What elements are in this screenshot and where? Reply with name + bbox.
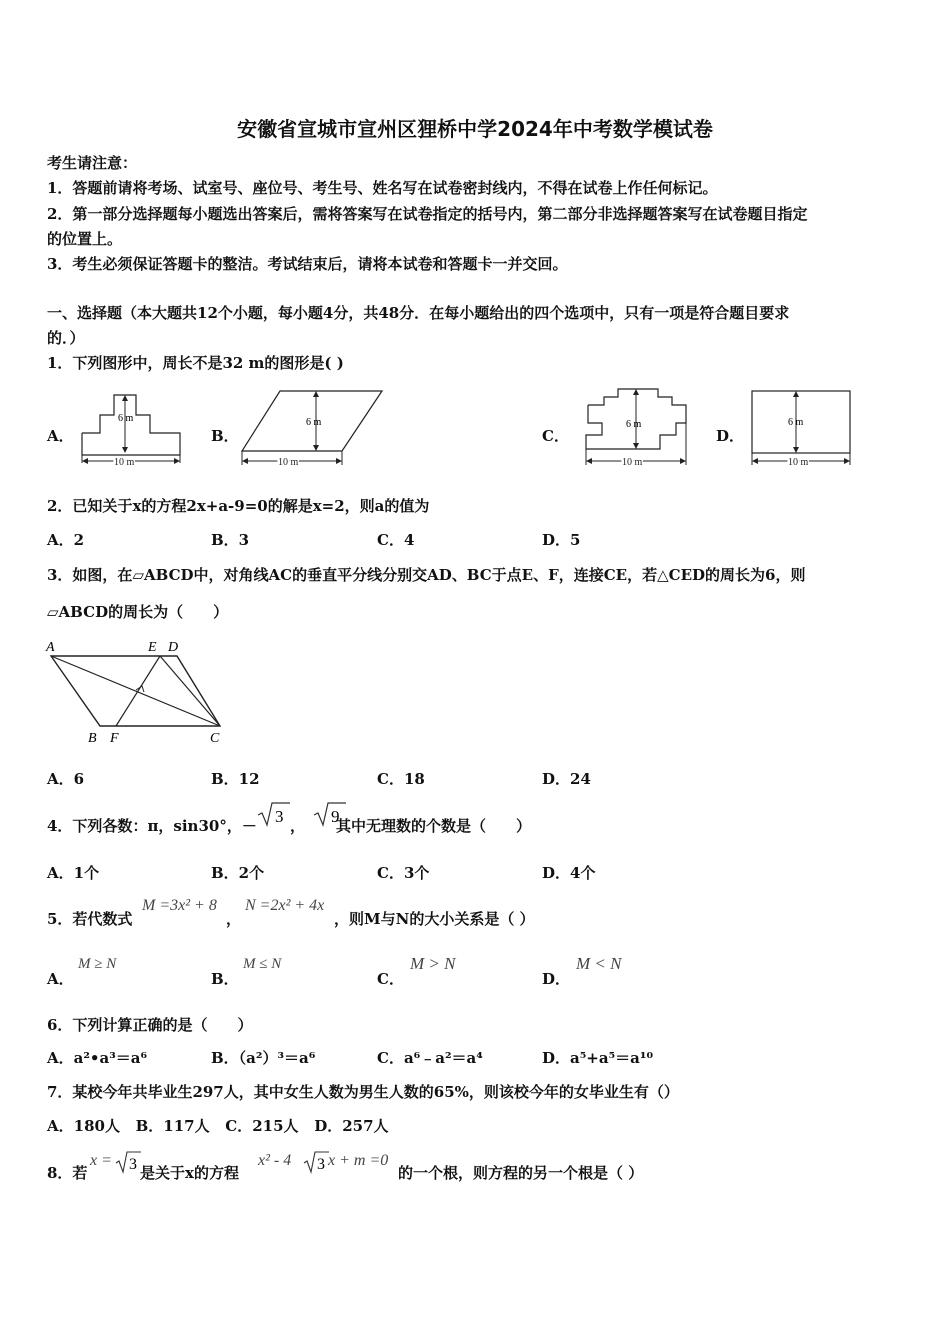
q5-option-d: M < N — [576, 954, 622, 973]
q1-figure-d — [748, 385, 856, 470]
q1-figure-c — [582, 385, 692, 470]
q5-option-label-d: D． — [542, 970, 571, 988]
question-7-stem: 7．某校今年共毕业生297人，其中女生人数为男生人数的65%，则该校今年的女毕业生有（） — [47, 1083, 679, 1101]
q5-option-label-c: C． — [377, 970, 404, 988]
q6-option-b: B．（a²）³＝a⁶ — [211, 1049, 316, 1067]
q6-option-a: A．a²•a³＝a⁶ — [47, 1049, 148, 1067]
dim-label-width: 10 m — [278, 457, 299, 468]
question-3-stem: 3．如图，在▱ABCD中，对角线AC的垂直平分线分别交AD、BC于点E、F，连接CE，若△CED的周长为6，则 — [47, 566, 806, 584]
q3-option-d: D．24 — [542, 770, 591, 788]
q1-option-label-c: C． — [542, 427, 569, 445]
notice-item: 3．考生必须保证答题卡的整洁。考试结束后，请将本试卷和答题卡一并交回。 — [47, 255, 568, 273]
q8-sqrt-a — [114, 1150, 142, 1174]
question-8-stem-c: 的一个根，则方程的另一个根是（ ） — [398, 1164, 644, 1182]
dim-label-width: 10 m — [114, 457, 135, 468]
q2-option-c: C．4 — [377, 531, 415, 549]
q1-option-label-d: D． — [716, 427, 745, 445]
q8-expr-x: x = — [90, 1152, 112, 1169]
q5-option-label-a: A． — [47, 970, 74, 988]
q3-option-c: C．18 — [377, 770, 425, 788]
question-1-stem: 1．下列图形中，周长不是32 m的图形是( ) — [47, 354, 344, 372]
q4-option-c: C．3个 — [377, 864, 430, 882]
point-label-d: D — [168, 640, 179, 655]
notice-item: 2．第一部分选择题每小题选出答案后，需将答案写在试卷指定的括号内，第二部分非选择题答案写在试卷题目指定 — [47, 205, 808, 223]
dim-label-height: 6 m — [626, 419, 642, 430]
q1-option-label-b: B． — [211, 427, 239, 445]
question-8-stem-a: 8．若 — [47, 1164, 88, 1182]
question-6-stem: 6．下列计算正确的是（ ） — [47, 1016, 253, 1034]
q2-option-b: B．3 — [211, 531, 250, 549]
sqrt-3-radicand: 3 — [275, 807, 284, 826]
q6-option-c: C．a⁶﹣a²＝a⁴ — [377, 1049, 483, 1067]
notice-heading: 考生请注意： — [47, 154, 138, 172]
question-5-stem-a: 5．若代数式 — [47, 910, 133, 928]
question-5-stem-b: ，则M与N的大小关系是（ ） — [334, 910, 535, 928]
dim-label-height: 6 m — [306, 417, 322, 428]
question-3-stem-cont: ▱ABCD的周长为（ ） — [47, 603, 229, 621]
q5-option-label-b: B． — [211, 970, 239, 988]
section-heading-cont: 的．） — [47, 329, 85, 347]
dim-label-height: 6 m — [118, 413, 134, 424]
q6-option-d: D．a⁵+a⁵＝a¹⁰ — [542, 1049, 654, 1067]
q8-sqrt-a-radicand: 3 — [129, 1156, 137, 1173]
q5-option-b: M ≤ N — [243, 956, 282, 972]
question-2-stem: 2．已知关于x的方程2x+a-9=0的解是x=2，则a的值为 — [47, 497, 430, 515]
q5-option-a: M ≥ N — [78, 956, 117, 972]
question-8-stem-b: 是关于x的方程 — [140, 1164, 239, 1182]
sqrt-3-symbol — [256, 801, 292, 827]
sqrt-9-radicand: 9 — [331, 807, 340, 826]
point-label-a: A — [46, 640, 55, 655]
q4-comma: ， — [290, 817, 306, 835]
q3-option-a: A．6 — [47, 770, 85, 788]
point-label-e: E — [148, 640, 157, 655]
question-4-stem-b: 其中无理数的个数是（ ） — [336, 817, 532, 835]
notice-item: 的位置上。 — [47, 230, 123, 248]
q4-option-d: D．4个 — [542, 864, 596, 882]
q2-option-d: D．5 — [542, 531, 581, 549]
page-title: 安徽省宣城市宣州区狸桥中学2024年中考数学模试卷 — [237, 117, 713, 141]
q5-separator: ， — [226, 910, 242, 928]
dim-label-width: 10 m — [622, 457, 643, 468]
q1-figure-b — [238, 385, 386, 470]
q2-option-a: A．2 — [47, 531, 85, 549]
q4-option-a: A．1个 — [47, 864, 100, 882]
point-label-c: C — [210, 731, 220, 746]
notice-item: 1．答题前请将考场、试室号、座位号、考生号、姓名写在试卷密封线内，不得在试卷上作任何标记。 — [47, 179, 718, 197]
q3-option-b: B．12 — [211, 770, 260, 788]
dim-label-width: 10 m — [788, 457, 809, 468]
q8-sqrt-b — [302, 1150, 330, 1174]
q8-expr-left: x² - 4 — [258, 1152, 292, 1169]
point-label-b: B — [88, 731, 97, 746]
q1-figure-a — [78, 385, 186, 470]
q8-expr-right: x + m =0 — [328, 1152, 389, 1169]
section-heading: 一、选择题（本大题共12个小题，每小题4分，共48分．在每小题给出的四个选项中，只有一项是符合题目要求 — [47, 304, 790, 322]
q5-expr-m: M =3x² + 8 — [142, 897, 217, 914]
q1-option-label-a: A． — [47, 427, 74, 445]
q5-option-c: M > N — [410, 954, 456, 973]
q8-sqrt-b-radicand: 3 — [317, 1156, 325, 1173]
question-4-stem-a: 4．下列各数：π，sin30°，－ — [47, 817, 257, 835]
point-label-f: F — [110, 731, 119, 746]
q4-option-b: B．2个 — [211, 864, 265, 882]
q7-options: A．180人 B．117人 C．215人 D．257人 — [47, 1117, 389, 1135]
parallelogram-figure — [44, 636, 234, 748]
q5-expr-n: N =2x² + 4x — [245, 897, 325, 914]
dim-label-height: 6 m — [788, 417, 804, 428]
